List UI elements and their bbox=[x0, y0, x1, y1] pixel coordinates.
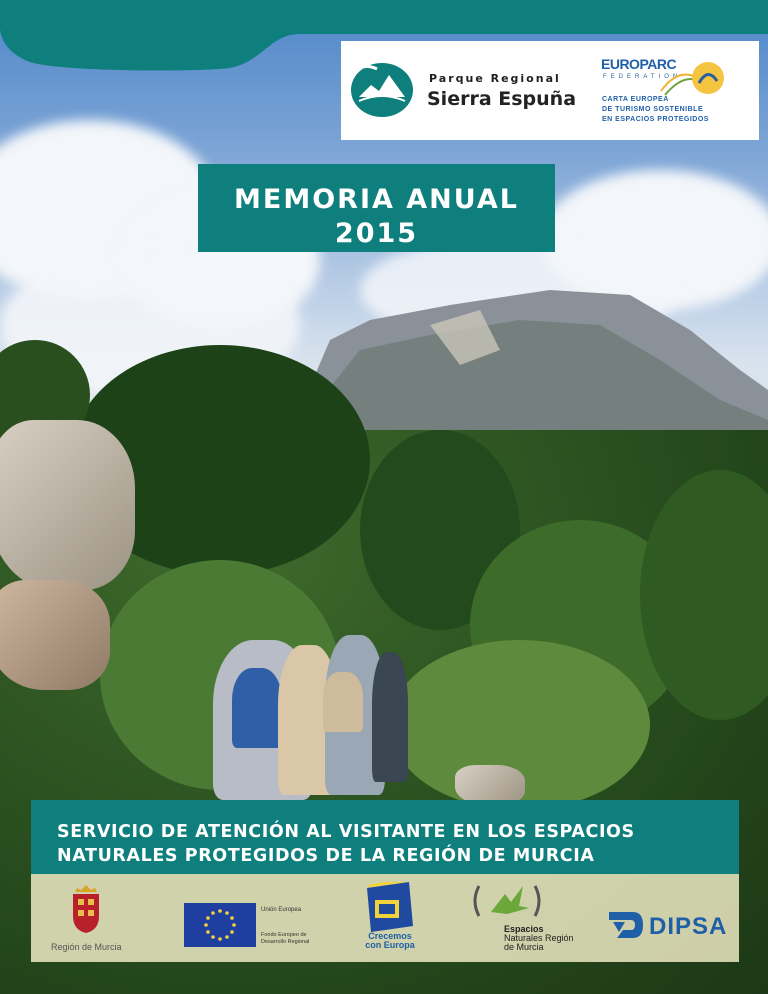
eu-flag-icon bbox=[184, 903, 256, 947]
espacios-naturales-icon bbox=[471, 880, 543, 922]
espacios-naturales-label bbox=[504, 925, 574, 952]
feder-label bbox=[261, 932, 309, 946]
report-title-box bbox=[198, 164, 555, 252]
service-banner bbox=[31, 800, 739, 874]
enp-label-line1: Espacios bbox=[504, 924, 544, 934]
eu-label: Unión Europea bbox=[261, 907, 302, 913]
park-name-line2: Sierra Espuña bbox=[427, 88, 577, 110]
europarc-federation: FEDERATION bbox=[603, 74, 682, 80]
carta-line2: DE TURISMO SOSTENIBLE bbox=[602, 106, 704, 113]
rock bbox=[0, 420, 135, 590]
hiker bbox=[372, 652, 408, 782]
service-title-line1: SERVICIO DE ATENCIÓN AL VISITANTE EN LOS ESPACIOS bbox=[57, 822, 635, 842]
rock bbox=[455, 765, 525, 805]
enp-label-line2: Naturales Región bbox=[504, 933, 574, 943]
murcia-crest-icon bbox=[69, 884, 103, 934]
crecemos-label-line1: Crecemos bbox=[368, 931, 412, 941]
report-year: 2015 bbox=[334, 218, 419, 249]
region-murcia-label: Región de Murcia bbox=[51, 942, 122, 952]
report-title: MEMORIA ANUAL bbox=[234, 184, 519, 215]
feder-label-line1: Fondo Europeo de bbox=[261, 932, 307, 938]
hiker-backpack bbox=[232, 668, 282, 748]
feder-label-line2: Desarrollo Regional bbox=[261, 939, 310, 945]
carta-line1: CARTA EUROPEA bbox=[602, 96, 669, 103]
carta-line3: EN ESPACIOS PROTEGIDOS bbox=[602, 116, 709, 123]
sustainable-tourism-sun-icon bbox=[691, 61, 725, 95]
enp-label-line3: de Murcia bbox=[504, 942, 544, 952]
rock bbox=[0, 580, 110, 690]
sierra-espuna-emblem-icon bbox=[351, 61, 413, 117]
dipsa-wordmark: DIPSA bbox=[649, 913, 728, 940]
park-name-line1: Parque Regional bbox=[429, 72, 561, 85]
sponsor-logos-strip bbox=[31, 874, 739, 962]
crecemos-label bbox=[365, 932, 415, 950]
crecemos-label-line2: con Europa bbox=[365, 940, 415, 950]
europarc-title: EUROPARC bbox=[601, 56, 677, 72]
crecemos-con-europa-icon bbox=[363, 882, 417, 938]
hiker-backpack bbox=[323, 672, 363, 732]
dipsa-logo-icon bbox=[607, 908, 737, 942]
logo-panel bbox=[341, 41, 759, 140]
carta-europea-text bbox=[602, 95, 709, 125]
service-title-line2: NATURALES PROTEGIDOS DE LA REGIÓN DE MURCIA bbox=[57, 846, 595, 866]
